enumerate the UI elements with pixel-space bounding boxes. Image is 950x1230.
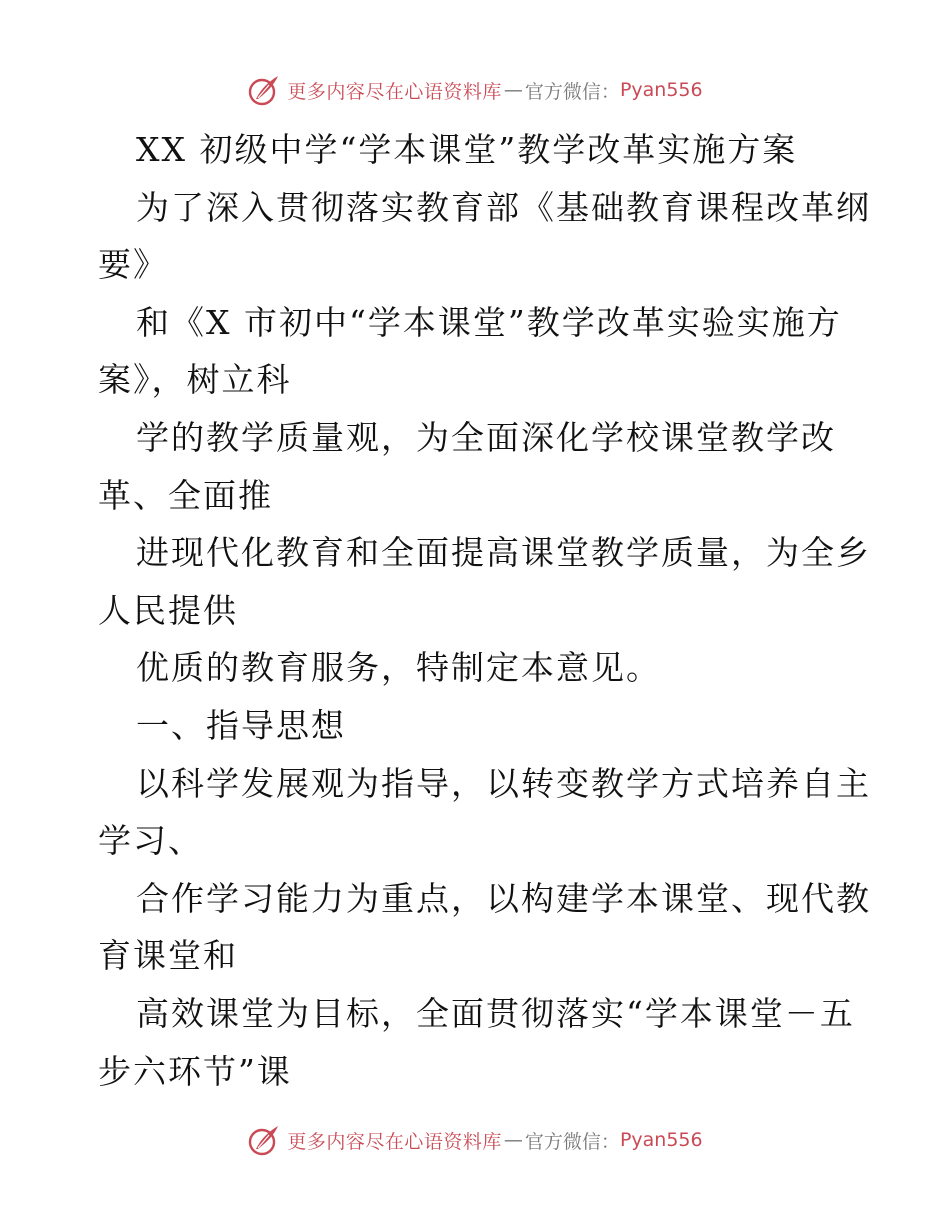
- paragraph-line: 高效课堂为目标，全面贯彻落实“学本课堂－五: [136, 993, 855, 1033]
- paragraph-line: 育课堂和: [98, 936, 238, 976]
- paragraph-line: 优质的教育服务，特制定本意见。: [136, 648, 661, 688]
- paragraph-line: 和《X 市初中“学本课堂”教学改革实验实施方: [136, 302, 842, 342]
- paragraph-line: 步六环节”课: [98, 1051, 292, 1091]
- paragraph-line: 为了深入贯彻落实教育部《基础教育课程改革纲: [136, 187, 871, 227]
- paragraph-line: 要》: [98, 245, 168, 285]
- document-body: [98, 121, 878, 1100]
- watermark-footer: [0, 1120, 950, 1160]
- paragraph-line: 人民提供: [98, 590, 238, 630]
- watermark-wechat-label: 官方微信：: [524, 80, 620, 103]
- paragraph-line: 案》，树立科: [98, 360, 292, 400]
- paragraph-line: 以科学发展观为指导，以转变教学方式培养自主: [136, 763, 871, 803]
- watermark-text: 更多内容尽在心语资料库: [287, 1130, 502, 1153]
- watermark-separator: —: [503, 1129, 523, 1151]
- paragraph-line: 革、全面推: [98, 475, 273, 515]
- watermark-separator: —: [503, 79, 523, 101]
- paragraph-line: 一、指导思想: [136, 705, 346, 745]
- watermark-text: 更多内容尽在心语资料库: [287, 80, 502, 103]
- paragraph-line: 学习、: [98, 821, 203, 861]
- watermark-wechat-id: Pyan556: [619, 1129, 703, 1151]
- watermark-wechat-id: Pyan556: [619, 79, 703, 101]
- feather-pen-logo-icon: [247, 1123, 281, 1157]
- paragraph-line: 进现代化教育和全面提高课堂教学质量，为全乡: [136, 533, 871, 573]
- paragraph-line: 合作学习能力为重点，以构建学本课堂、现代教: [136, 878, 871, 918]
- watermark-wechat-label: 官方微信：: [524, 1130, 620, 1153]
- paragraph-line: 学的教学质量观，为全面深化学校课堂教学改: [136, 417, 836, 457]
- document-title: XX 初级中学“学本课堂”教学改革实施方案: [136, 130, 798, 169]
- watermark-header: [0, 70, 950, 110]
- feather-pen-logo-icon: [247, 73, 281, 107]
